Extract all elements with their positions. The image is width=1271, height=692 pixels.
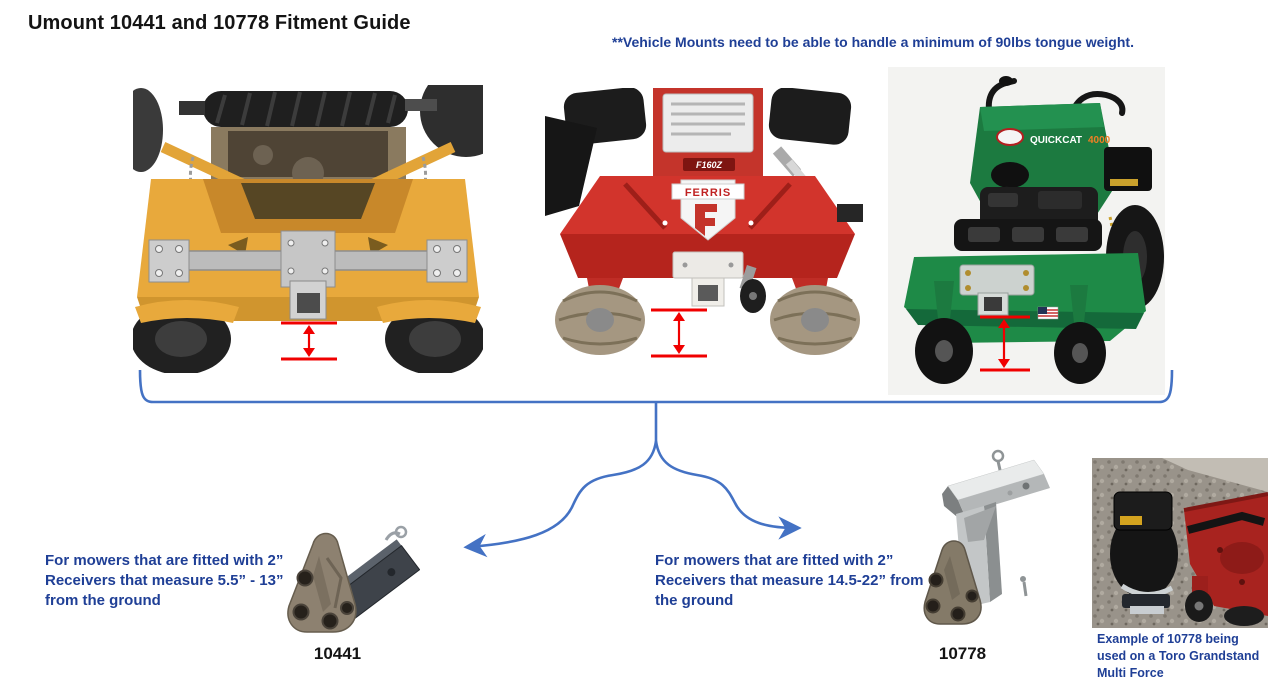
mower-photo-quickcat (888, 67, 1165, 395)
right-fitment-text: For mowers that are fitted with 2” Receivers that measure 14.5-22” from the ground (655, 552, 924, 609)
receiver-height-arrow (651, 310, 707, 356)
ferris-model-text: F160Z (695, 160, 723, 170)
product-image-10778 (922, 444, 1060, 632)
mower-photo-ferris (545, 88, 870, 360)
quickcat-brand-text: QUICKCAT (1030, 135, 1083, 146)
left-branch-arrow (468, 441, 656, 547)
mower-photo-yellow-rear (133, 85, 483, 373)
hitch-pin-clip (993, 451, 1003, 461)
receiver-height-arrow (281, 323, 337, 359)
bobcat-logo (997, 129, 1023, 145)
product-label-10778: 10778 (938, 644, 987, 663)
page-title: Umount 10441 and 10778 Fitment Guide (28, 12, 411, 34)
us-flag-sticker (1038, 307, 1058, 319)
tongue-weight-note: **Vehicle Mounts need to be able to handle a minimum of 90lbs tongue weight. (612, 34, 1134, 50)
quickcat-model-text: 4000 (1088, 135, 1111, 146)
right-branch-arrow (656, 441, 797, 528)
left-fitment-text: For mowers that are fitted with 2” Receivers that measure 5.5” - 13” from the ground (45, 552, 284, 609)
ferris-brand-text: FERRIS (684, 187, 732, 199)
product-label-10441: 10441 (313, 644, 362, 663)
product-image-10441 (283, 516, 420, 640)
example-caption: Example of 10778 being used on a Toro Grandstand Multi Force (1097, 632, 1260, 680)
example-photo-toro-grandstand (1092, 458, 1268, 628)
small-pin (1020, 576, 1026, 582)
